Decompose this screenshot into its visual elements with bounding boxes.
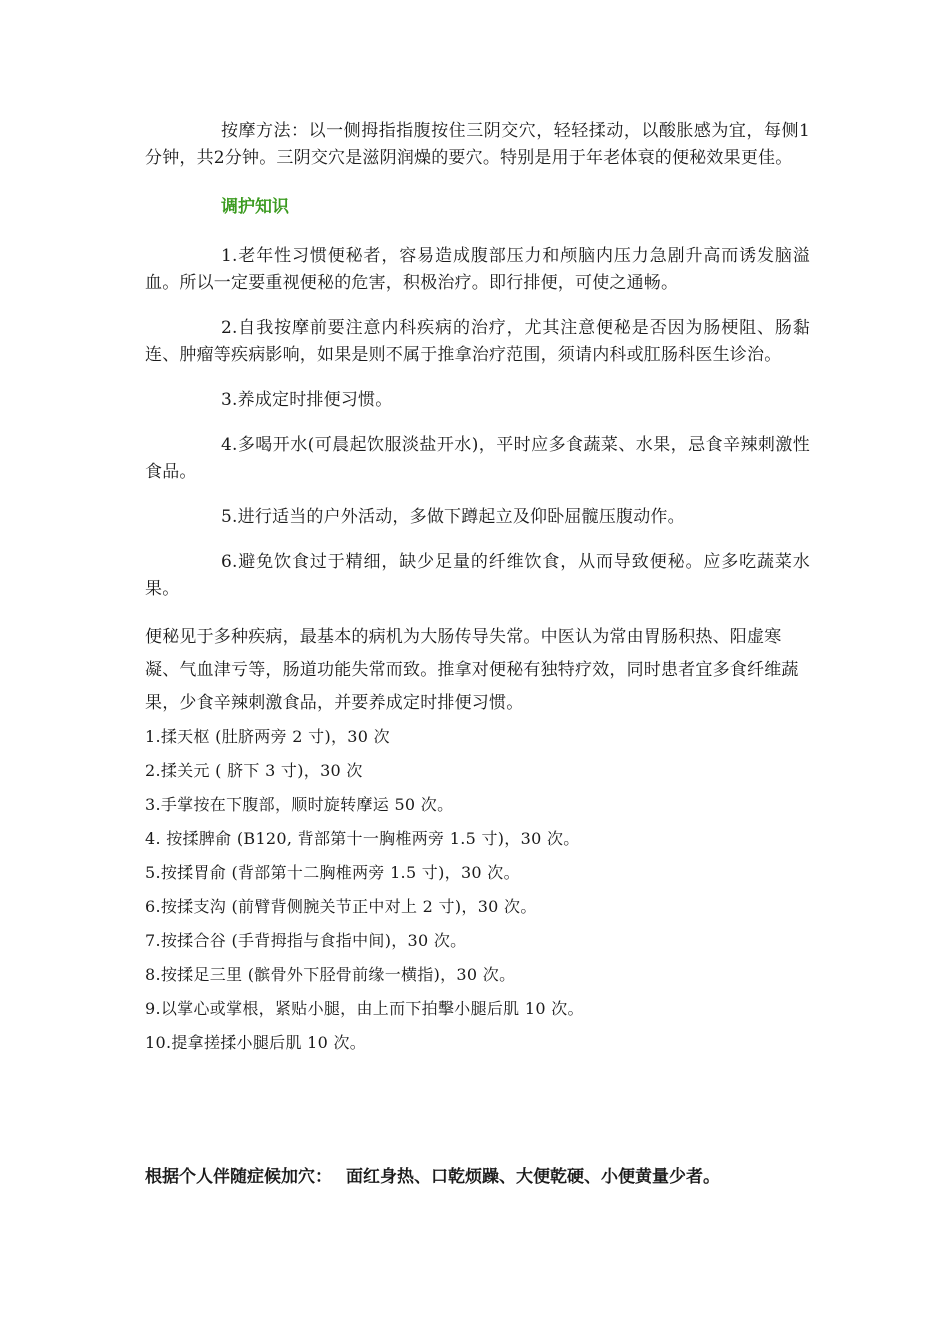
massage-step: 4. 按揉脾俞 (B120, 背部第十一胸椎两旁 1.5 寸)，30 次。	[145, 829, 580, 848]
massage-step: 9.以掌心或掌根，紧贴小腿，由上而下拍擊小腿后肌 10 次。	[145, 999, 584, 1018]
massage-method-paragraph: 按摩方法：以一侧拇指指腹按住三阴交穴，轻轻揉动，以酸胀感为宜，每侧1分钟，共2分钟。三阴交穴是滋阴润燥的要穴。特别是用于年老体衰的便秘效果更佳。	[145, 121, 810, 168]
care-tip-5: 5.进行适当的户外活动，多做下蹲起立及仰卧屈髋压腹动作。	[221, 507, 685, 527]
massage-steps-list	[145, 720, 810, 1060]
symptom-label: 根据个人伴随症候加穴：	[145, 1167, 332, 1187]
massage-step: 2.揉关元 ( 脐下 3 寸)，30 次	[145, 761, 363, 780]
massage-step: 5.按揉胃俞 (背部第十二胸椎两旁 1.5 寸)，30 次。	[145, 863, 520, 882]
symptom-acupoint-line	[145, 1162, 825, 1192]
care-tip-2: 2.自我按摩前要注意内科疾病的治疗，尤其注意便秘是否因为肠梗阻、肠黏连、肿瘤等疾病影响，如果是则不属于推拿治疗范围，须请内科或肛肠科医生诊治。	[145, 318, 810, 365]
massage-step: 8.按揉足三里 (髌骨外下胫骨前缘一横指)，30 次。	[145, 965, 516, 984]
massage-step: 10.提拿搓揉小腿后肌 10 次。	[145, 1033, 367, 1052]
massage-step: 7.按揉合谷 (手背拇指与食指中间)，30 次。	[145, 931, 467, 950]
massage-step: 1.揉天枢 (肚脐两旁 2 寸)，30 次	[145, 727, 390, 746]
document-body	[145, 118, 810, 1060]
summary-paragraph: 便秘见于多种疾病，最基本的病机为大肠传导失常。中医认为常由胃肠积热、阳虚寒凝、气血津亏等，肠道功能失常而致。推拿对便秘有独特疗效，同时患者宜多食纤维蔬果，少食辛辣刺激食品，并要养成定时排便习惯。	[145, 627, 799, 713]
care-knowledge-heading: 调护知识	[221, 197, 289, 217]
massage-step: 6.按揉支沟 (前臂背侧腕关节正中对上 2 寸)，30 次。	[145, 897, 537, 916]
care-tip-3: 3.养成定时排便习惯。	[221, 390, 393, 410]
care-tip-6: 6.避免饮食过于精细，缺少足量的纤维饮食，从而导致便秘。应多吃蔬菜水果。	[145, 552, 810, 599]
massage-step: 3.手掌按在下腹部，顺时旋转摩运 50 次。	[145, 795, 454, 814]
symptom-text: 面红身热、口乾烦躁、大便乾硬、小便黄量少者。	[346, 1167, 720, 1187]
care-tip-4: 4.多喝开水(可晨起饮服淡盐开水)，平时应多食蔬菜、水果，忌食辛辣刺激性食品。	[145, 435, 810, 482]
care-tip-1: 1.老年性习惯便秘者，容易造成腹部压力和颅脑内压力急剧升高而诱发脑溢血。所以一定要重视便秘的危害，积极治疗。即行排便，可使之通畅。	[145, 246, 810, 293]
